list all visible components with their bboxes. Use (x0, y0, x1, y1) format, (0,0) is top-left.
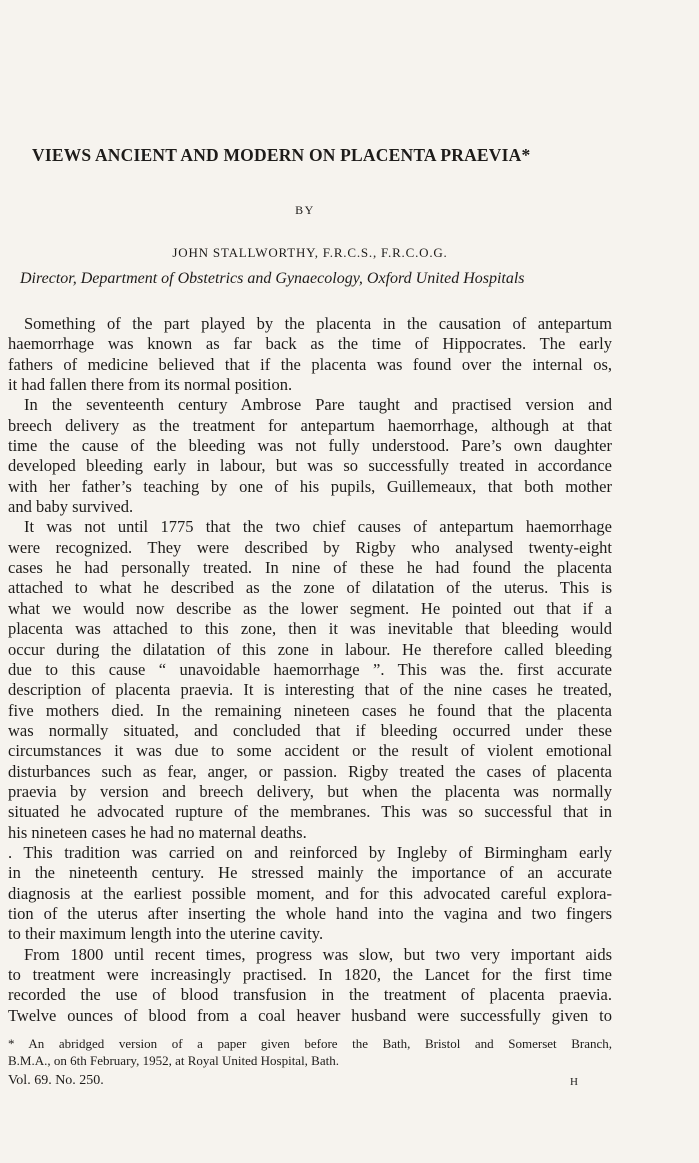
author-name: JOHN STALLWORTHY, F.R.C.S., F.R.C.O.G. (172, 245, 448, 260)
body-line: In the seventeenth century Ambrose Pare taught and practised version and (24, 395, 612, 415)
body-line: cases he had personally treated. In nine of these he had found the placenta (8, 558, 612, 578)
volume-number: Vol. 69. No. 250. (8, 1073, 104, 1088)
author-affiliation: Director, Department of Obstetrics and Gynaecology, Oxford United Hospitals (20, 270, 525, 287)
body-line: haemorrhage was known as far back as the time of Hippocrates. The early (8, 334, 612, 354)
body-line: his nineteen cases he had no maternal deaths. (8, 822, 307, 842)
footnote (8, 1036, 612, 1069)
body-line: attached to what he described as the zone of dilatation of the uterus. This is (8, 578, 612, 598)
body-line: due to this cause “ unavoidable haemorrhage ”. This was the. first accurate (8, 659, 612, 679)
body-line: in the nineteenth century. He stressed mainly the importance of an accurate (8, 863, 612, 883)
page-footer (8, 1073, 578, 1089)
body-line: it had fallen there from its normal position. (8, 375, 293, 395)
body-line: were recognized. They were described by Rigby who analysed twenty-eight (8, 537, 612, 557)
body-line: with her father’s teaching by one of his pupils, Guillemeaux, that both mother (8, 476, 612, 496)
body-line: what we would now describe as the lower segment. He pointed out that if a (8, 598, 612, 618)
signature-mark: H (570, 1076, 578, 1088)
body-line: breech delivery as the treatment for antepartum haemorrhage, although at that (8, 415, 612, 435)
footnote-line: * An abridged version of a paper given before the Bath, Bristol and Somerset Branch, (8, 1036, 612, 1051)
body-line: tion of the uterus after inserting the whole hand into the vagina and two fingers (8, 903, 612, 923)
body-line: to treatment were increasingly practised. In 1820, the Lancet for the first time (8, 965, 612, 984)
body-line: Something of the part played by the placenta in the causation of antepartum (24, 314, 612, 333)
body-line: was normally situated, and concluded that if bleeding occurred under these (8, 720, 612, 740)
body-line: occur during the dilatation of this zone in labour. He therefore called bleeding (8, 639, 612, 659)
body-line: to their maximum length into the uterine cavity. (8, 924, 324, 944)
body-line: praevia by version and breech delivery, but when the placenta was normally (8, 781, 612, 801)
body-line: five mothers died. In the remaining nineteen cases he found that the placenta (8, 700, 612, 720)
body-line: developed bleeding early in labour, but was so successfully treated in accordance (8, 456, 612, 476)
body-line: . This tradition was carried on and reinforced by Ingleby of Birmingham early (8, 842, 612, 862)
body-line: description of placenta praevia. It is interesting that of the nine cases he treated, (8, 680, 612, 700)
body-line: fathers of medicine believed that if the placenta was found over the internal os, (8, 354, 612, 374)
body-line: circumstances it was due to some accident or the result of violent emotional (8, 741, 612, 761)
footnote-line: B.M.A., on 6th February, 1952, at Royal United Hospital, Bath. (8, 1052, 339, 1068)
body-line: time the cause of the bleeding was not fully understood. Pare’s own daughter (8, 436, 612, 456)
article-title: VIEWS ANCIENT AND MODERN ON PLACENTA PRAEVIA* (32, 145, 531, 165)
body-line: It was not until 1775 that the two chief causes of antepartum haemorrhage (24, 517, 612, 537)
article-body (8, 314, 612, 1026)
body-line: Twelve ounces of blood from a coal heaver husband were successfully given to (8, 1005, 612, 1025)
body-line: placenta was attached to this zone, then it was inevitable that bleeding would (8, 619, 612, 639)
body-line: From 1800 until recent times, progress was slow, but two very important aids (24, 944, 612, 964)
body-line: and baby survived. (8, 497, 134, 517)
body-line: recorded the use of blood transfusion in the treatment of placenta praevia. (8, 985, 612, 1005)
body-line: diagnosis at the earliest possible moment, and for this advocated careful explora- (8, 883, 612, 903)
body-line: disturbances such as fear, anger, or passion. Rigby treated the cases of placenta (8, 761, 612, 781)
byline: BY (295, 203, 315, 217)
body-line: situated he advocated rupture of the membranes. This was so successful that in (8, 802, 612, 822)
